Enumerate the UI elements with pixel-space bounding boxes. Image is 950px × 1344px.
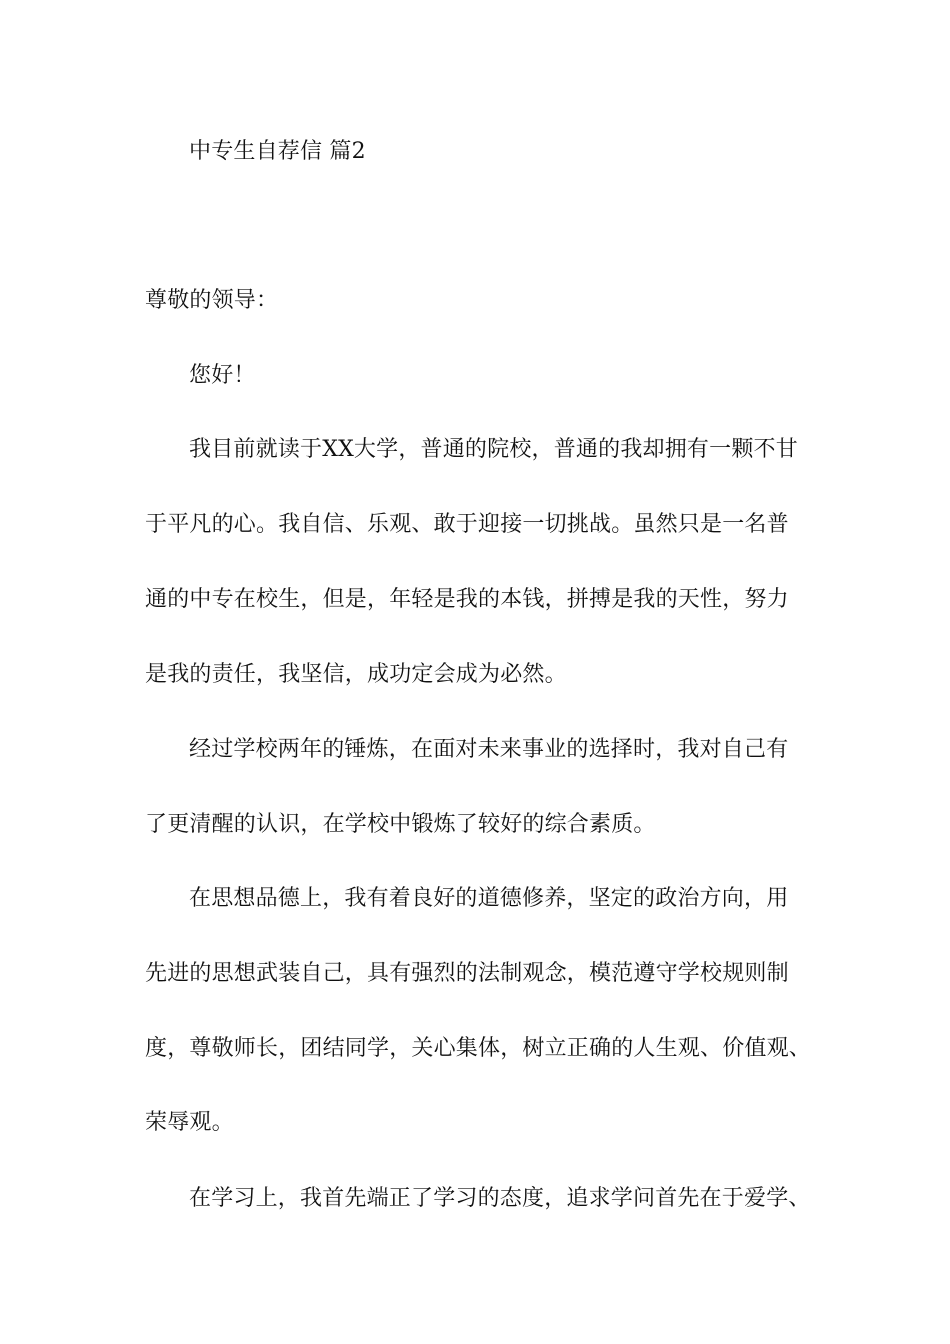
paragraph-line: 通的中专在校生，但是，年轻是我的本钱，拼搏是我的天性，努力 xyxy=(145,587,789,612)
salutation: 尊敬的领导： xyxy=(145,288,279,313)
paragraph-line: 是我的责任，我坚信，成功定会成为必然。 xyxy=(145,662,567,687)
paragraph-line: 经过学校两年的锤炼，在面对未来事业的选择时，我对自己有 xyxy=(189,737,789,762)
greeting: 您好！ xyxy=(189,363,256,388)
paragraph-line: 在思想品德上，我有着良好的道德修养，坚定的政治方向，用 xyxy=(189,886,789,911)
paragraph-line: 了更清醒的认识，在学校中锻炼了较好的综合素质。 xyxy=(145,812,656,837)
paragraph-line: 在学习上，我首先端正了学习的态度，追求学问首先在于爱学、 xyxy=(189,1186,811,1211)
paragraph-line: 荣辱观。 xyxy=(145,1110,234,1135)
paragraph-line: 于平凡的心。我自信、乐观、敢于迎接一切挑战。虽然只是一名普 xyxy=(145,512,789,537)
paragraph-line: 度，尊敬师长，团结同学，关心集体，树立正确的人生观、价值观、 xyxy=(145,1036,812,1061)
paragraph-line: 我目前就读于XX大学，普通的院校，普通的我却拥有一颗不甘 xyxy=(189,437,798,462)
paragraph-line: 先进的思想武装自己，具有强烈的法制观念，模范遵守学校规则制 xyxy=(145,961,789,986)
document-heading: 中专生自荐信 篇2 xyxy=(189,139,366,164)
